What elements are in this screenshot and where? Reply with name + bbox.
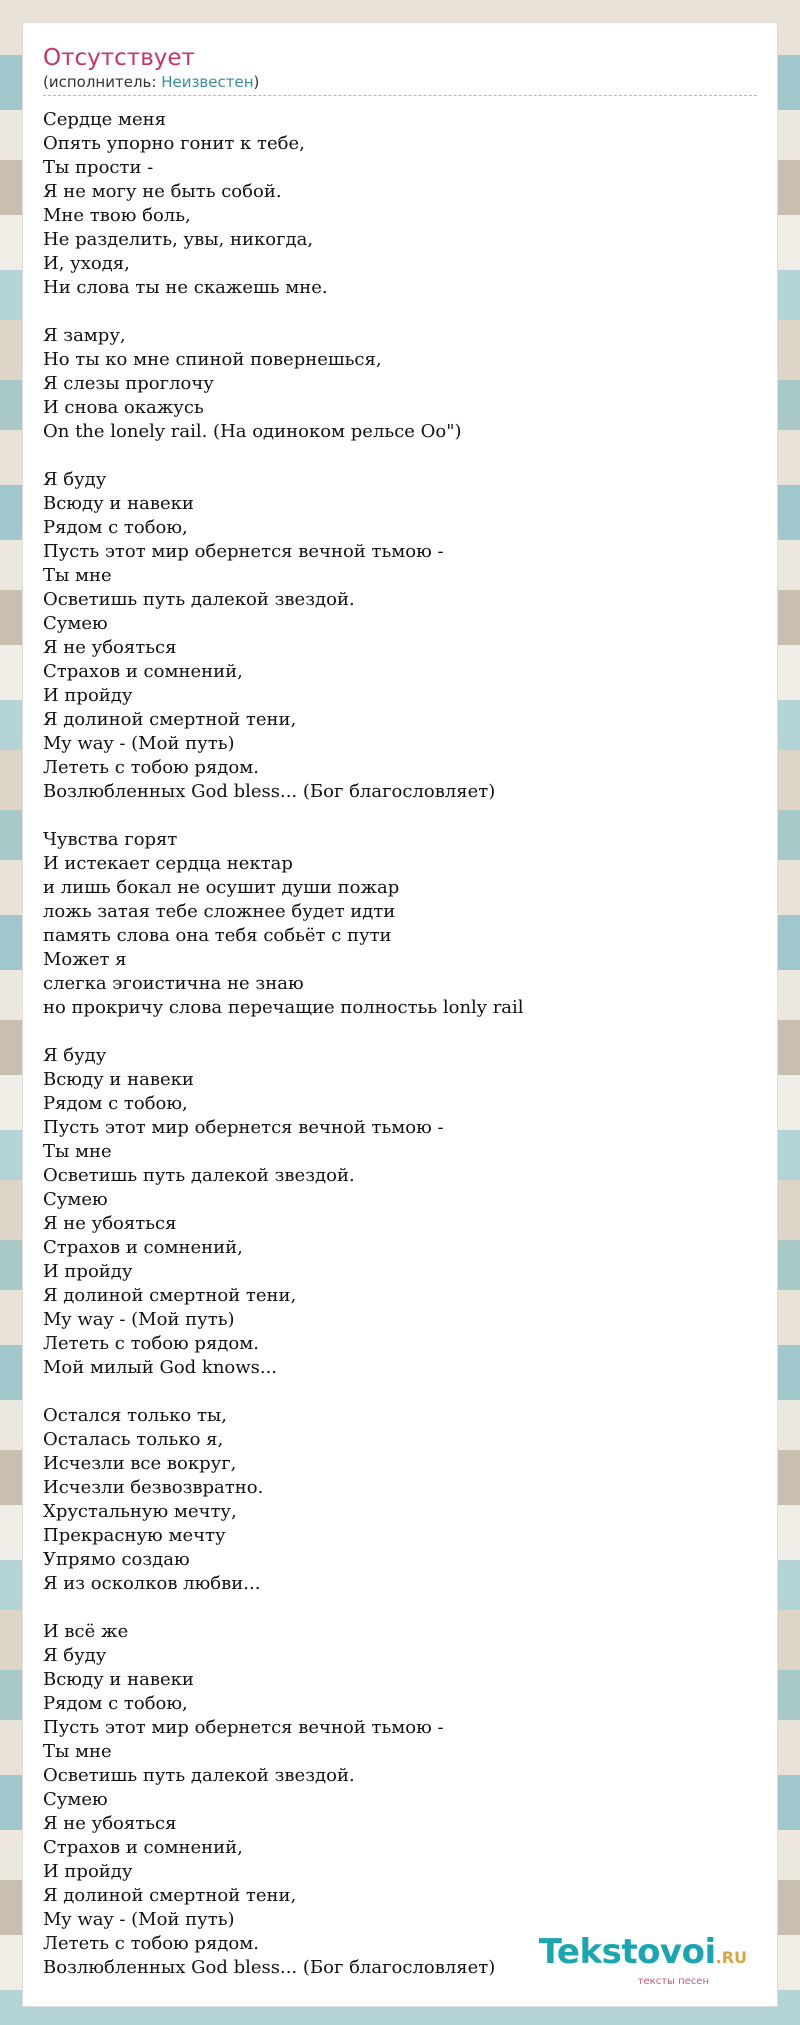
lyric-line: My way - (Мой путь) [43, 1309, 235, 1330]
lyric-line: И пройду [43, 1261, 133, 1282]
lyric-line: Я долиной смертной тени, [43, 1285, 297, 1306]
stanza-break [43, 300, 757, 324]
lyric-line: Я не убояться [43, 1213, 177, 1234]
logo-wordmark [539, 1934, 747, 1976]
lyric-line: Я не могу не быть собой. [43, 181, 282, 202]
lyric-line: Я не убояться [43, 637, 177, 658]
lyric-line: Хрустальную мечту, [43, 1501, 237, 1522]
lyric-line: Я буду [43, 469, 107, 490]
artist-line [43, 73, 757, 96]
lyric-line: Но ты ко мне спиной повернешься, [43, 349, 382, 370]
logo-brand: Tekstovoi [538, 1932, 716, 1972]
lyric-line: Возлюбленных God bless... (Бог благословляет) [43, 781, 496, 802]
lyric-line: Я буду [43, 1645, 107, 1666]
lyric-line: Пусть этот мир обернется вечной тьмою - [43, 1117, 444, 1138]
lyric-line: Всюду и навеки [43, 1069, 194, 1090]
lyric-line: Прекрасную мечту [43, 1525, 226, 1546]
lyric-line: Лететь с тобою рядом. [43, 1333, 259, 1354]
lyric-line: Пусть этот мир обернется вечной тьмою - [43, 1717, 444, 1738]
lyric-line: My way - (Мой путь) [43, 1909, 235, 1930]
lyrics-card [22, 22, 778, 2007]
lyric-line: Я из осколков любви... [43, 1573, 261, 1594]
logo-tld: .RU [715, 1948, 747, 1967]
artist-link[interactable]: Неизвестен [161, 73, 254, 91]
lyric-line: Остался только ты, [43, 1405, 227, 1426]
lyric-line: ложь затая тебе сложнее будет идти [43, 901, 396, 922]
lyric-line: И пройду [43, 685, 133, 706]
lyric-line: Может я [43, 949, 127, 970]
artist-suffix: ) [253, 73, 260, 91]
lyric-line: Ты мне [43, 1141, 112, 1162]
lyric-line: Я не убояться [43, 1813, 177, 1834]
lyric-line: Сумею [43, 1189, 108, 1210]
lyric-line: Страхов и сомнений, [43, 661, 243, 682]
lyric-line: Чувства горят [43, 829, 178, 850]
stanza-break [43, 1596, 757, 1620]
stanza-break [43, 804, 757, 828]
lyric-line: Рядом с тобою, [43, 1093, 188, 1114]
lyric-line: Я буду [43, 1045, 107, 1066]
stanza-break [43, 1020, 757, 1044]
lyric-line: Сумею [43, 1789, 108, 1810]
lyric-line: Мой милый God knows... [43, 1357, 278, 1378]
lyric-line: Исчезли безвозвратно. [43, 1477, 264, 1498]
lyric-line: Осветишь путь далекой звездой. [43, 589, 355, 610]
lyric-line: Страхов и сомнений, [43, 1237, 243, 1258]
lyric-line: Возлюбленных God bless... (Бог благословляет) [43, 1957, 496, 1978]
lyric-line: Лететь с тобою рядом. [43, 757, 259, 778]
lyric-line: Я долиной смертной тени, [43, 1885, 297, 1906]
lyric-line: Пусть этот мир обернется вечной тьмою - [43, 541, 444, 562]
stanza-break [43, 444, 757, 468]
lyric-line: Сумею [43, 613, 108, 634]
lyric-line: Мне твою боль, [43, 205, 191, 226]
lyric-line: И, уходя, [43, 253, 130, 274]
lyric-line: Ты прости - [43, 157, 154, 178]
site-logo[interactable] [539, 1934, 747, 1988]
lyric-line: Опять упорно гонит к тебе, [43, 133, 305, 154]
lyrics-text [43, 108, 757, 1980]
lyric-line: Осветишь путь далекой звездой. [43, 1765, 355, 1786]
lyric-line: Страхов и сомнений, [43, 1837, 243, 1858]
lyric-line: И истекает сердца нектар [43, 853, 293, 874]
lyric-line: память слова она тебя собьёт с пути [43, 925, 392, 946]
lyric-line: слегка эгоистична не знаю [43, 973, 304, 994]
lyric-line: И пройду [43, 1861, 133, 1882]
lyric-line: И снова окажусь [43, 397, 204, 418]
lyric-line: Осталась только я, [43, 1429, 224, 1450]
lyric-line: Рядом с тобою, [43, 1693, 188, 1714]
lyric-line: Ты мне [43, 565, 112, 586]
lyric-line: но прокричу слова перечащие полностьь lonly rail [43, 997, 524, 1018]
logo-tagline: тексты песен [637, 1976, 709, 1987]
lyric-line: Исчезли все вокруг, [43, 1453, 237, 1474]
lyric-line: и лишь бокал не осушит души пожар [43, 877, 400, 898]
lyric-line: Всюду и навеки [43, 1669, 194, 1690]
song-title: Отсутствует [43, 45, 195, 71]
lyric-line: Ты мне [43, 1741, 112, 1762]
stanza-break [43, 1380, 757, 1404]
lyric-line: И всё же [43, 1621, 129, 1642]
lyric-line: Лететь с тобою рядом. [43, 1933, 259, 1954]
artist-prefix: (исполнитель: [43, 73, 162, 91]
lyric-line: On the lonely rail. (На одиноком рельсе Оо") [43, 421, 462, 442]
lyric-line: Сердце меня [43, 109, 166, 130]
lyric-line: Упрямо создаю [43, 1549, 190, 1570]
lyric-line: My way - (Мой путь) [43, 733, 235, 754]
lyric-line: Всюду и навеки [43, 493, 194, 514]
lyric-line: Ни слова ты не скажешь мне. [43, 277, 328, 298]
lyric-line: Рядом с тобою, [43, 517, 188, 538]
lyric-line: Осветишь путь далекой звездой. [43, 1165, 355, 1186]
lyric-line: Я слезы проглочу [43, 373, 214, 394]
lyric-line: Не разделить, увы, никогда, [43, 229, 314, 250]
lyric-line: Я долиной смертной тени, [43, 709, 297, 730]
lyric-line: Я замру, [43, 325, 126, 346]
